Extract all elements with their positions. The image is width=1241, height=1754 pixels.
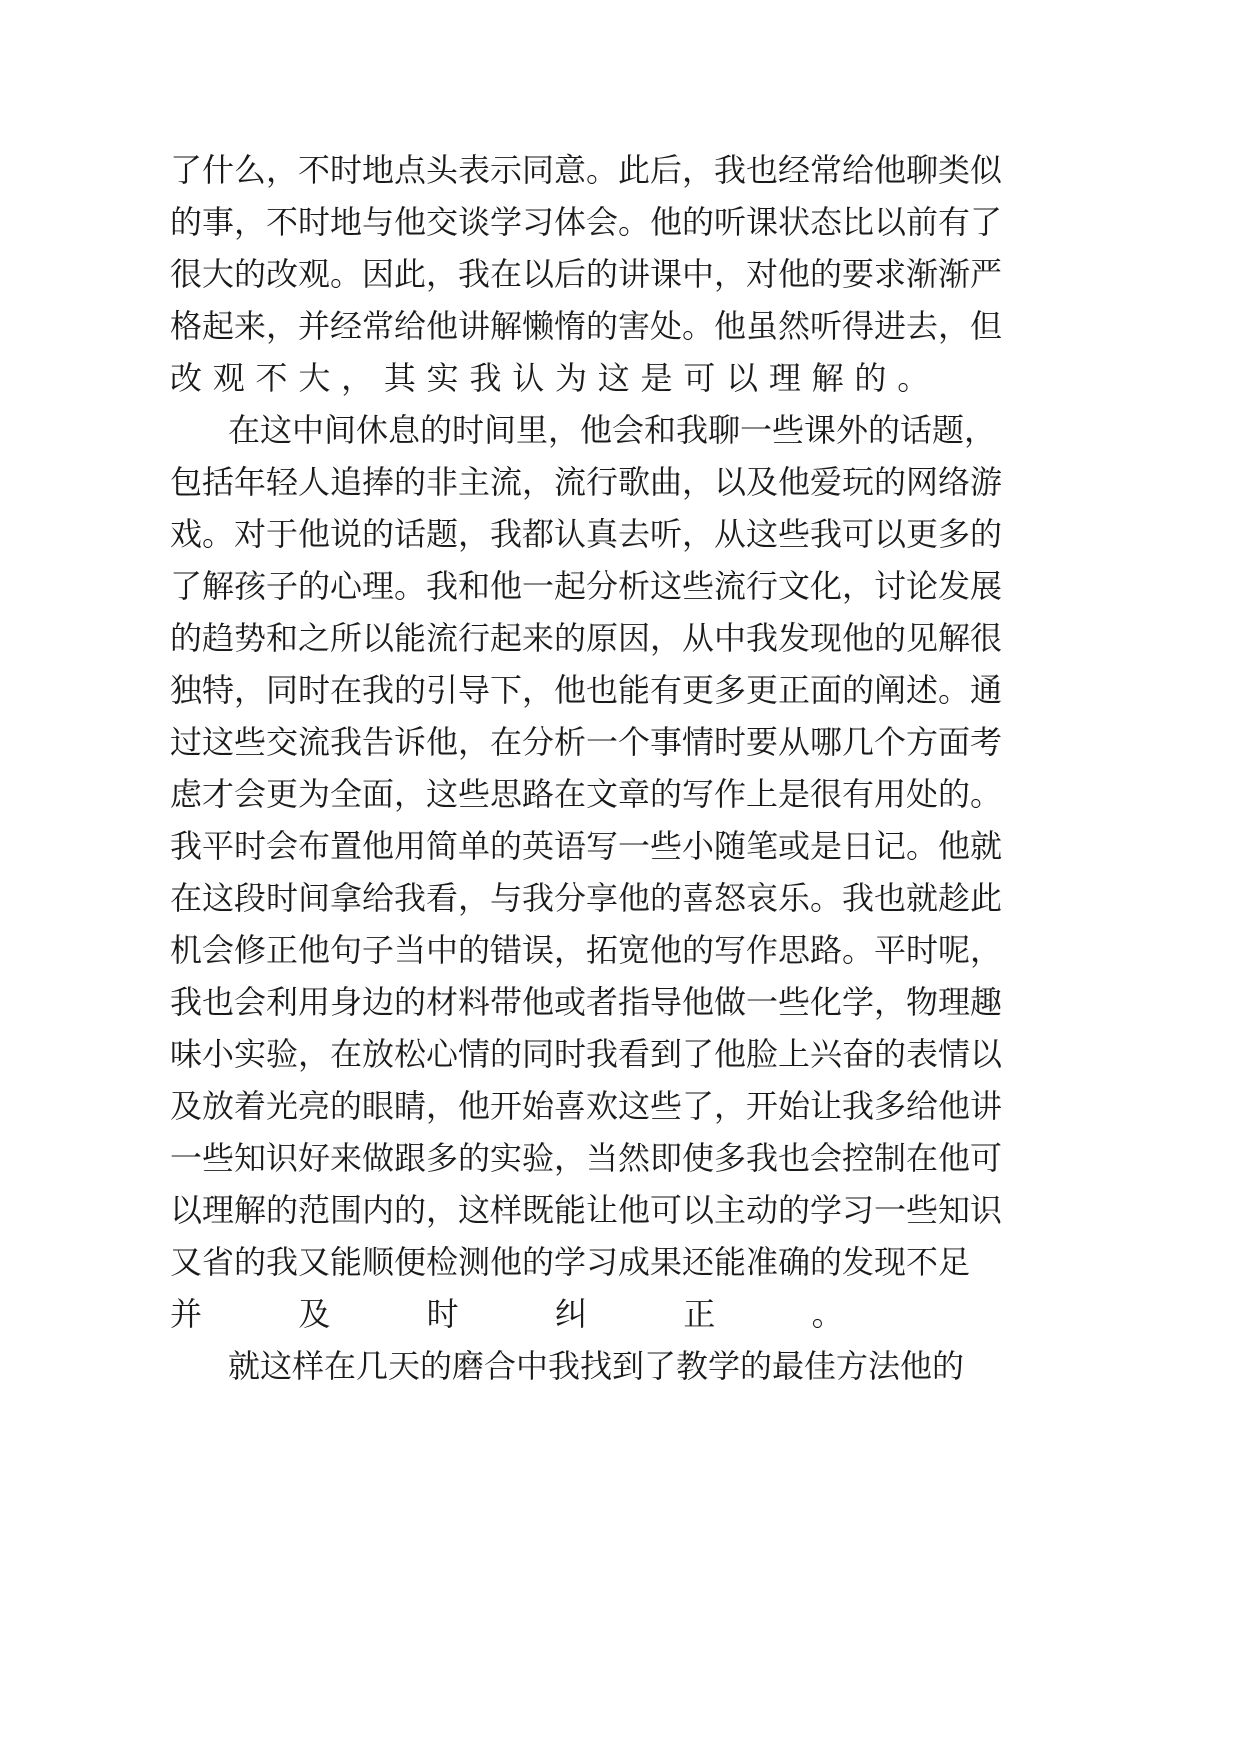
paragraph-start-line: 就这样在几天的磨合中我找到了教学的最佳方法他的 [228,1347,965,1385]
text-line: 机会修正他句子当中的错误，拓宽他的写作思路。平时呢， [170,931,1003,969]
text-line: 包括年轻人追捧的非主流，流行歌曲，以及他爱玩的网络游 [170,463,1003,501]
text-line: 的事，不时地与他交谈学习体会。他的听课状态比以前有了 [170,203,1003,241]
text-line: 我也会利用身边的材料带他或者指导他做一些化学，物理趣 [170,983,1003,1021]
text-line: 在这段时间拿给我看，与我分享他的喜怒哀乐。我也就趁此 [170,879,1003,917]
text-line: 的趋势和之所以能流行起来的原因，从中我发现他的见解很 [170,619,1003,657]
text-line: 我平时会布置他用简单的英语写一些小随笔或是日记。他就 [170,827,1003,865]
text-line: 独特，同时在我的引导下，他也能有更多更正面的阐述。通 [170,671,1003,709]
text-line: 改观不大，其实我认为这是可以理解的。 [170,359,940,397]
text-line: 了解孩子的心理。我和他一起分析这些流行文化，讨论发展 [170,567,1003,605]
text-line: 了什么，不时地点头表示同意。此后，我也经常给他聊类似 [170,151,1003,189]
text-line: 戏。对于他说的话题，我都认真去听，从这些我可以更多的 [170,515,1003,553]
text-line: 格起来，并经常给他讲解懒惰的害处。他虽然听得进去，但 [170,307,1003,345]
text-line: 味小实验，在放松心情的同时我看到了他脸上兴奋的表情以 [170,1035,1003,1073]
text-line: 及放着光亮的眼睛，他开始喜欢这些了，开始让我多给他讲 [170,1087,1003,1125]
text-line: 很大的改观。因此，我在以后的讲课中，对他的要求渐渐严 [170,255,1003,293]
text-line: 一些知识好来做跟多的实验，当然即使多我也会控制在他可 [170,1139,1003,1177]
paragraph-start-line: 在这中间休息的时间里，他会和我聊一些课外的话题， [228,411,997,449]
text-line: 虑才会更为全面，这些思路在文章的写作上是很有用处的。 [170,775,1003,813]
text-line: 以理解的范围内的，这样既能让他可以主动的学习一些知识 [170,1191,1003,1229]
text-line: 又省的我又能顺便检测他的学习成果还能准确的发现不足 [170,1243,971,1281]
text-line: 过这些交流我告诉他，在分析一个事情时要从哪几个方面考 [170,723,1003,761]
text-line: 并及时纠正。 [170,1295,940,1333]
